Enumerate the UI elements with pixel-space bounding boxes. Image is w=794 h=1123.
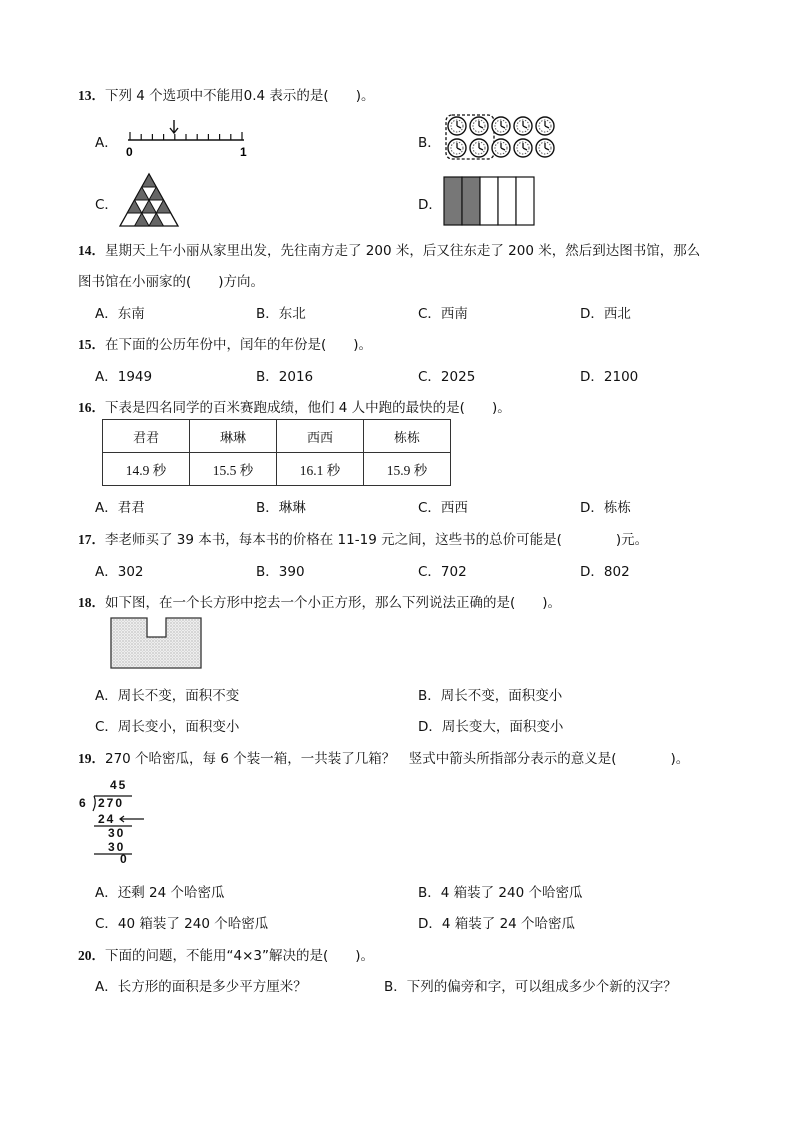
option-c: C．周长变小，面积变小: [95, 719, 240, 735]
question-number: 18．: [78, 595, 105, 610]
question-20: [78, 944, 374, 964]
option-a: A．君君: [95, 500, 145, 516]
question-19: [78, 747, 689, 767]
question-text: 下表是四名同学的百米赛跑成绩，他们 4 人中跑的最快的是( )。: [105, 400, 511, 416]
option-d: D．栋栋: [580, 500, 631, 516]
option-b: B．4 箱装了 240 个哈密瓜: [418, 885, 583, 901]
step-product: 24: [98, 812, 116, 826]
table-cell: 君君: [103, 420, 190, 453]
question-text: 星期天上午小丽从家里出发，先往南方走了 200 米，后又往东走了 200 米，然后到达图书馆，那么: [105, 243, 701, 259]
step-product-2: 30: [108, 840, 126, 854]
option-d: D．802: [580, 564, 630, 580]
question-number: 16．: [78, 400, 105, 415]
question-number: 17．: [78, 532, 105, 547]
option-c: C．西南: [418, 306, 468, 322]
question-14-line2: 图书馆在小丽家的( )方向。: [78, 274, 265, 290]
option-a: A．长方形的面积是多少平方厘米？: [95, 979, 307, 995]
shaded-bar: [444, 177, 462, 225]
question-number: 13．: [78, 88, 105, 103]
question-text: 下列 4 个选项中不能用0.4 表示的是( )。: [105, 88, 375, 104]
shaded-bar: [462, 177, 480, 225]
question-text: 270 个哈密瓜，每 6 个装一箱，一共装了几箱？ 竖式中箭头所指部分表示的意义是( )。: [105, 751, 690, 767]
question-number: 15．: [78, 337, 105, 352]
division-bracket: [93, 796, 95, 811]
option-c: C．西西: [418, 500, 468, 516]
option-c-label: C．: [95, 197, 118, 213]
question-16: [78, 396, 511, 416]
cut-rectangle: [111, 618, 201, 668]
question-13: [78, 84, 374, 104]
final-remainder: 0: [120, 852, 129, 866]
option-a: A．302: [95, 564, 144, 580]
race-results-table: [102, 419, 451, 486]
step-remainder: 30: [108, 826, 126, 840]
table-cell: 15.5 秒: [190, 453, 277, 486]
option-b-label: B．: [418, 135, 441, 151]
number-line-figure: [122, 118, 250, 158]
option-b: B．390: [256, 564, 305, 580]
question-text: 在下面的公历年份中，闰年的年份是( )。: [105, 337, 373, 353]
ruler-label-1: 1: [240, 145, 247, 158]
question-number: 20．: [78, 948, 105, 963]
empty-bar: [498, 177, 516, 225]
option-d-label: D．: [418, 197, 442, 213]
option-b: B．东北: [256, 306, 306, 322]
question-17: [78, 528, 648, 548]
option-b: B．2016: [256, 369, 314, 385]
option-a: A．1949: [95, 369, 153, 385]
option-d: D．4 箱装了 24 个哈密瓜: [418, 916, 576, 932]
option-a: A．东南: [95, 306, 145, 322]
divisor: 6: [79, 796, 88, 810]
option-d: D．西北: [580, 306, 631, 322]
table-cell: 14.9 秒: [103, 453, 190, 486]
option-c: C．702: [418, 564, 467, 580]
table-cell: 15.9 秒: [364, 453, 451, 486]
table-row: [103, 453, 451, 486]
table-cell: 栋栋: [364, 420, 451, 453]
option-b: B．下列的偏旁和字，可以组成多少个新的汉字？: [384, 979, 677, 995]
question-number: 19．: [78, 751, 105, 766]
option-a: A．还剩 24 个哈密瓜: [95, 885, 225, 901]
left-arrow-icon: [120, 816, 144, 822]
clocks-figure: [444, 113, 560, 161]
bars-figure: [443, 176, 535, 226]
ruler-label-0: 0: [126, 145, 133, 158]
rectangle-figure: [110, 616, 202, 670]
option-b: B．琳琳: [256, 500, 306, 516]
option-d: D．周长变大，面积变小: [418, 719, 564, 735]
option-d: D．2100: [580, 369, 639, 385]
table-cell: 16.1 秒: [277, 453, 364, 486]
question-number: 14．: [78, 243, 105, 258]
option-b: B．周长不变，面积变小: [418, 688, 563, 704]
question-text: 李老师买了 39 本书，每本书的价格在 11-19 元之间，这些书的总价可能是( )元。: [105, 532, 649, 548]
question-text: 如下图，在一个长方形中挖去一个小正方形，那么下列说法正确的是( )。: [105, 595, 562, 611]
option-a-label: A．: [95, 135, 118, 151]
question-15: [78, 333, 372, 353]
down-arrow-icon: [170, 120, 178, 133]
table-cell: 西西: [277, 420, 364, 453]
long-division-figure: [78, 776, 158, 868]
quotient: 45: [110, 778, 128, 792]
triangle-figure: [118, 172, 180, 228]
empty-bar: [516, 177, 534, 225]
table-cell: 琳琳: [190, 420, 277, 453]
option-c: C．40 箱装了 240 个哈密瓜: [95, 916, 269, 932]
dividend: 270: [98, 796, 125, 810]
option-c: C．2025: [418, 369, 476, 385]
empty-bar: [480, 177, 498, 225]
question-text: 下面的问题，不能用“4×3”解决的是( )。: [105, 948, 375, 964]
question-18: [78, 591, 561, 611]
table-row: [103, 420, 451, 453]
question-14: [78, 239, 700, 259]
shaded-triangle: [142, 174, 157, 187]
option-a: A．周长不变，面积不变: [95, 688, 240, 704]
